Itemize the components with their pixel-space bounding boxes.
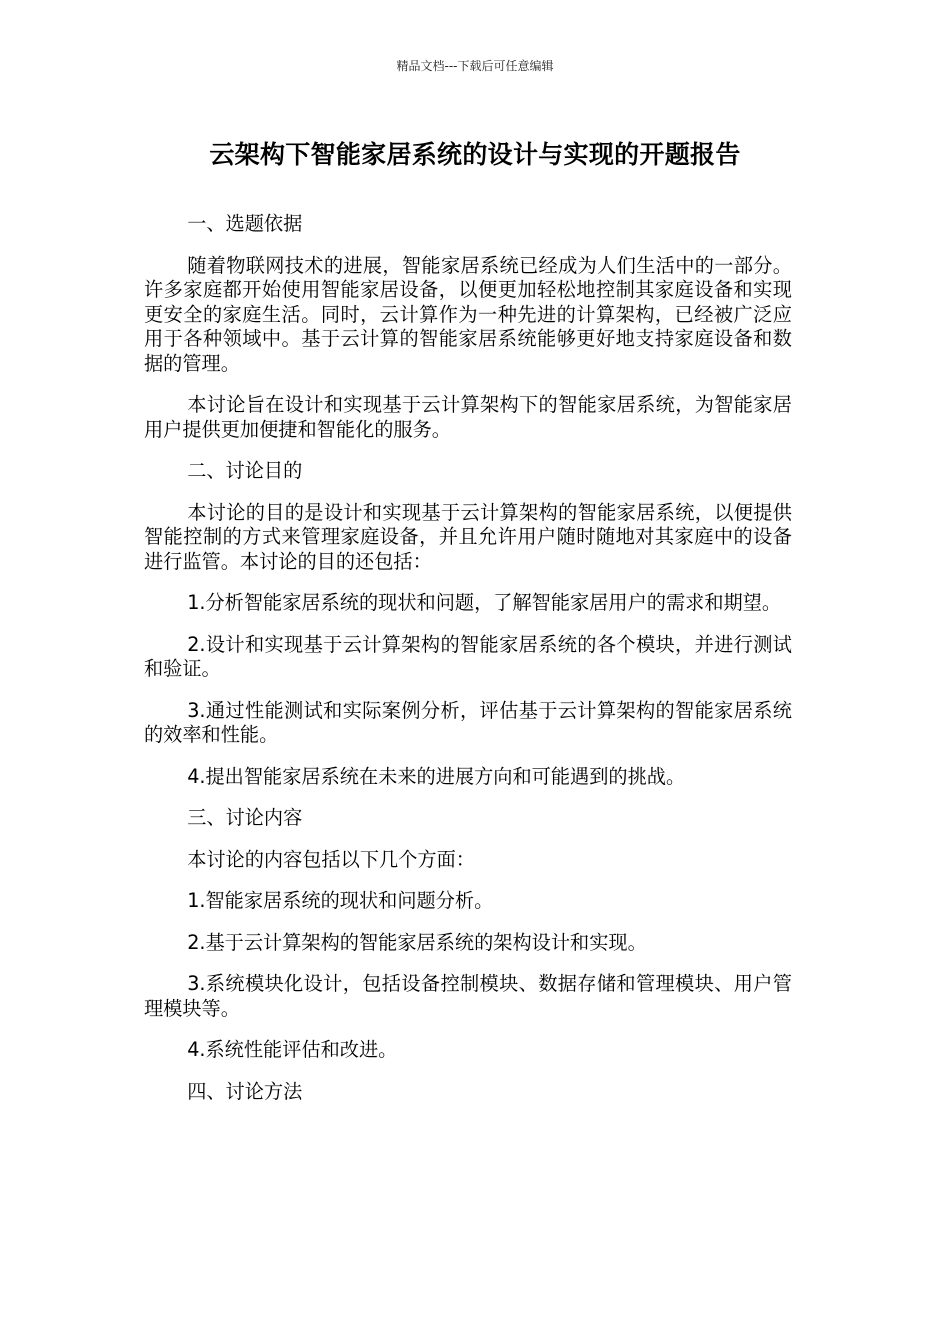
document-body: [144, 212, 792, 1121]
list-item: 4.系统性能评估和改进。: [187, 1038, 398, 1061]
body-paragraph: 本讨论的内容包括以下几个方面：: [187, 847, 475, 871]
document-title: 云架构下智能家居系统的设计与实现的开题报告: [209, 140, 741, 169]
section-heading-basis: 一、选题依据: [187, 212, 303, 235]
list-item: 1.智能家居系统的现状和问题分析。: [187, 889, 494, 912]
body-paragraph: 随着物联网技术的进展，智能家居系统已经成为人们生活中的一部分。许多家庭都开始使用智能家居设备，以便更加轻松地控制其家庭设备和实现更安全的家庭生活。同时，云计算作为一种先进的计算架构，已经被广泛应用于各种领域中。基于云计算的智能家居系统能够更好地支持家庭设备和数据的管理。: [144, 253, 792, 375]
list-item: 2.设计和实现基于云计算架构的智能家居系统的各个模块，并进行测试和验证。: [144, 632, 792, 680]
list-item: 4.提出智能家居系统在未来的进展方向和可能遇到的挑战。: [187, 764, 686, 788]
list-item: 2.基于云计算架构的智能家居系统的架构设计和实现。: [187, 930, 647, 954]
list-item: 1.分析智能家居系统的现状和问题，了解智能家居用户的需求和期望。: [187, 591, 782, 614]
section-heading-content: 三、讨论内容: [187, 806, 303, 829]
body-paragraph: 本讨论旨在设计和实现基于云计算架构下的智能家居系统，为智能家居用户提供更加便捷和智能化的服务。: [144, 393, 792, 441]
section-heading-method: 四、讨论方法: [187, 1079, 303, 1103]
section-heading-purpose: 二、讨论目的: [187, 459, 303, 482]
list-item: 3.系统模块化设计，包括设备控制模块、数据存储和管理模块、用户管理模块等。: [144, 972, 792, 1020]
list-item: 3.通过性能测试和实际案例分析，评估基于云计算架构的智能家居系统的效率和性能。: [144, 698, 792, 746]
body-paragraph: 本讨论的目的是设计和实现基于云计算架构的智能家居系统，以便提供智能控制的方式来管理家庭设备，并且允许用户随时随地对其家庭中的设备进行监管。本讨论的目的还包括：: [144, 500, 792, 573]
page-header-note: 精品文档---下载后可任意编辑: [396, 59, 554, 73]
